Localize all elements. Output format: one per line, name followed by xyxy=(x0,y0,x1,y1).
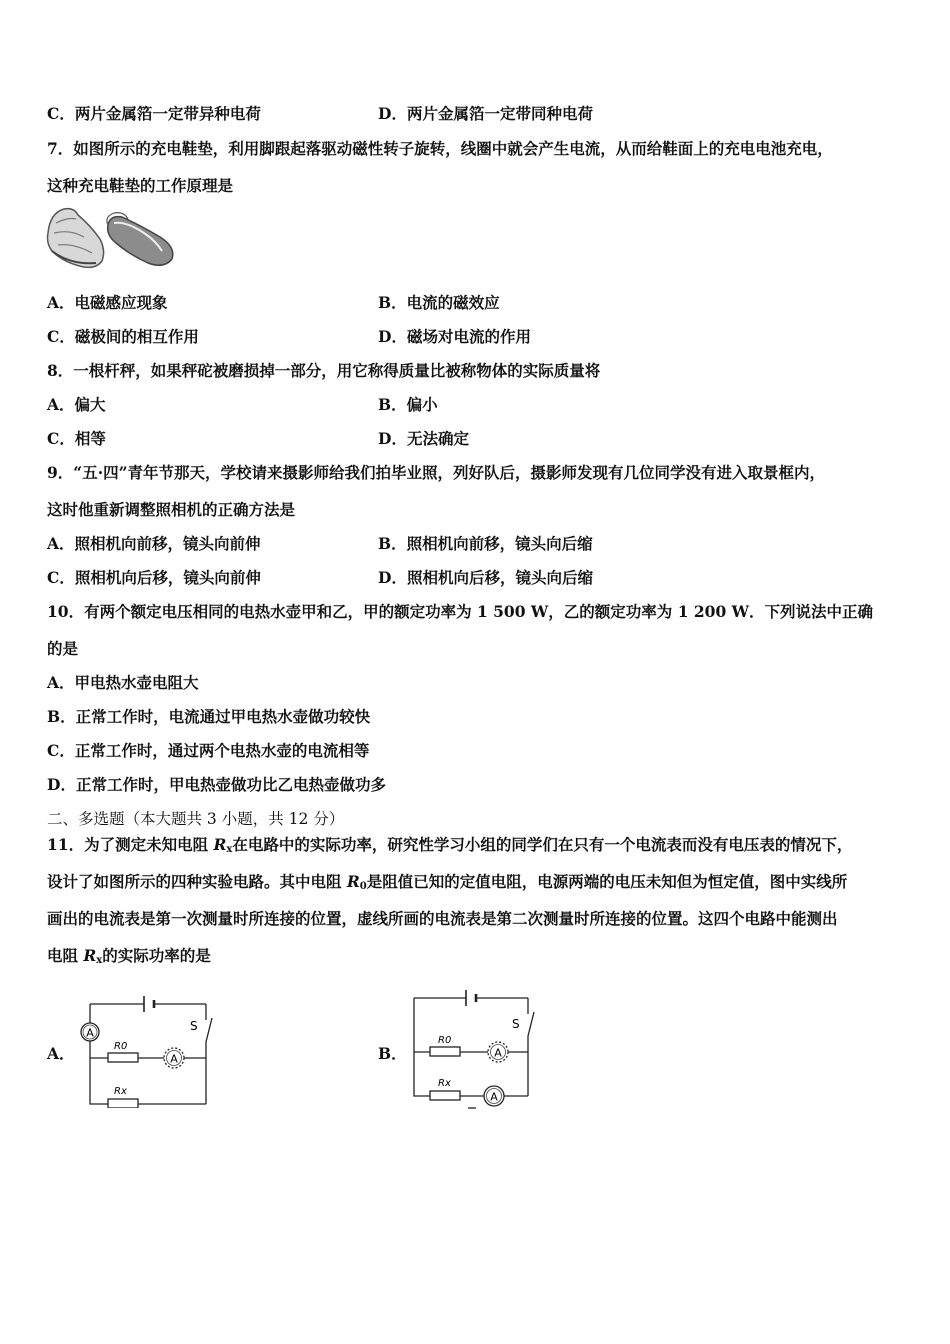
q11-option-b-label: B． xyxy=(378,1044,407,1063)
ammeter-label: A xyxy=(494,1046,502,1060)
q7-option-d: D．磁场对电流的作用 xyxy=(378,327,531,346)
ammeter-label: A xyxy=(490,1090,498,1104)
q11-line2: 设计了如图所示的四种实验电路。其中电阻 $R_0$是阻值已知的定值电阻，电源两端的电压未知但为恒定值，图中实线所 xyxy=(47,872,848,892)
q10-option-d: D．正常工作时，甲电热壶做功比乙电热壶做功多 xyxy=(47,775,386,794)
q9-stem-line2: 这时他重新调整照相机的正确方法是 xyxy=(47,500,296,519)
r0-label: R0 xyxy=(114,1041,128,1052)
q9-option-b: B．照相机向前移，镜头向后缩 xyxy=(378,534,593,553)
q9-option-a: A．照相机向前移，镜头向前伸 xyxy=(47,534,261,553)
charging-insole-image xyxy=(44,203,180,271)
q7-option-c: C．磁极间的相互作用 xyxy=(47,327,199,346)
q10-stem-line2: 的是 xyxy=(47,639,79,658)
q8-option-c: C．相等 xyxy=(47,429,106,448)
q7-option-a: A．电磁感应现象 xyxy=(47,293,168,312)
q7-stem-line2: 这种充电鞋垫的工作原理是 xyxy=(47,176,234,195)
q10-option-c: C．正常工作时，通过两个电热水壶的电流相等 xyxy=(47,741,370,760)
switch-label: S xyxy=(190,1019,198,1033)
circuit-a-diagram xyxy=(74,990,214,1108)
q9-option-d: D．照相机向后移，镜头向后缩 xyxy=(378,568,593,587)
circuit-b-diagram xyxy=(404,986,538,1116)
q11-line3: 画出的电流表是第一次测量时所连接的位置，虚线所画的电流表是第二次测量时所连接的位置。这四个电路中能测出 xyxy=(47,909,838,928)
q11-line4: 电阻 $R_x$的实际功率的是 xyxy=(47,946,211,966)
q9-option-c: C．照相机向后移，镜头向前伸 xyxy=(47,568,261,587)
rx-label: Rx xyxy=(438,1078,451,1089)
q11-option-a-label: A． xyxy=(47,1044,75,1063)
q7-option-b: B．电流的磁效应 xyxy=(378,293,500,312)
q6-option-d: D．两片金属箔一定带同种电荷 xyxy=(378,104,593,123)
q9-stem-line1: 9．“五·四”青年节那天，学校请来摄影师给我们拍毕业照，列好队后，摄影师发现有几位同学没有进入取景框内， xyxy=(47,463,826,482)
q6-option-c: C．两片金属箔一定带异种电荷 xyxy=(47,104,261,123)
ammeter-label: A xyxy=(170,1052,178,1066)
q10-option-a: A．甲电热水壶电阻大 xyxy=(47,673,199,692)
ammeter-label: A xyxy=(86,1026,94,1040)
q7-stem-line1: 7．如图所示的充电鞋垫，利用脚跟起落驱动磁性转子旋转，线圈中就会产生电流，从而给鞋面上的充电电池充电， xyxy=(47,139,833,158)
q11-line1: 11．为了测定未知电阻 $R_x$在电路中的实际功率，研究性学习小组的同学们在只有一个电流表而没有电压表的情况下， xyxy=(47,835,853,855)
q10-option-b: B．正常工作时，电流通过甲电热水壶做功较快 xyxy=(47,707,371,726)
q8-option-a: A．偏大 xyxy=(47,395,106,414)
r0-label: R0 xyxy=(438,1035,452,1046)
q8-stem: 8．一根杆秤，如果秤砣被磨损掉一部分，用它称得质量比被称物体的实际质量将 xyxy=(47,361,601,380)
q8-option-d: D．无法确定 xyxy=(378,429,469,448)
switch-label: S xyxy=(512,1017,520,1031)
section-heading: 二、多选题（本大题共 3 小题，共 12 分） xyxy=(47,810,345,828)
q10-stem-line1: 10．有两个额定电压相同的电热水壶甲和乙，甲的额定功率为 1 500 W，乙的额定功率为 1 200 W．下列说法中正确 xyxy=(47,602,874,621)
q8-option-b: B．偏小 xyxy=(378,395,438,414)
rx-label: Rx xyxy=(114,1086,127,1097)
